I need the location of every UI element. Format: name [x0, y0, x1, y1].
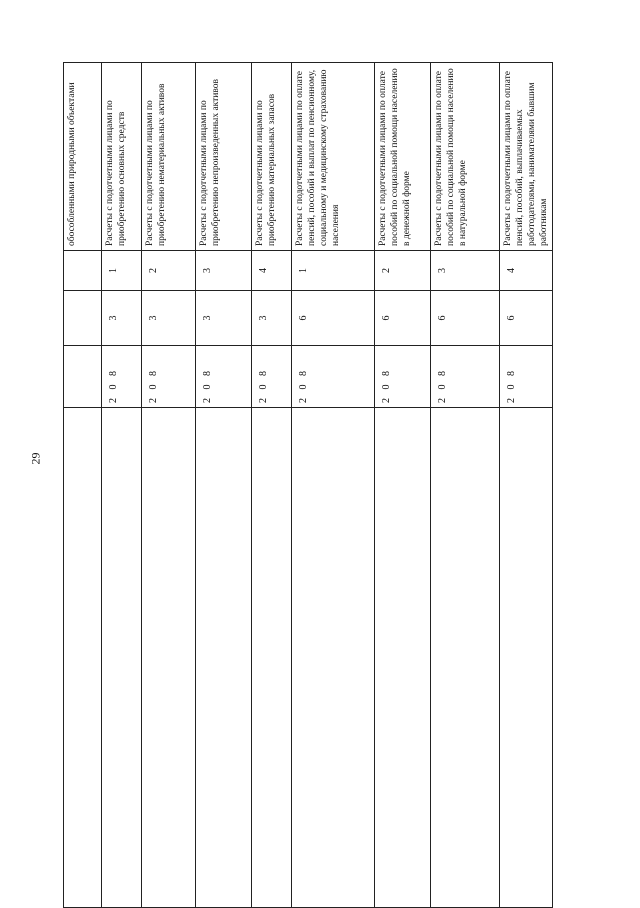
group-cell: 3	[196, 291, 252, 346]
blank-cell	[252, 408, 292, 908]
group-cell: 6	[500, 291, 553, 346]
table-row	[500, 63, 553, 908]
account-code-cell: 2 0 8	[196, 346, 252, 408]
account-name-cell: Расчеты с подотчетными лицами по приобретению основных средств	[102, 63, 142, 251]
account-name-cell: Расчеты с подотчетными лицами по оплате пособий по социальной помощи населению в денежной форме	[375, 63, 431, 251]
page-number: 29	[28, 452, 43, 464]
group-cell	[64, 291, 102, 346]
subgroup-cell: 3	[196, 251, 252, 291]
blank-cell	[375, 408, 431, 908]
account-code-cell: 2 0 8	[142, 346, 196, 408]
account-name-cell: обособленными природными объектами	[64, 63, 102, 251]
account-name-cell: Расчеты с подотчетными лицами по оплате пенсий, пособий и выплат по пенсионному, социальному и медицинскому страхованию населения	[292, 63, 375, 251]
subgroup-cell: 4	[500, 251, 553, 291]
account-name-cell: Расчеты с подотчетными лицами по приобретению непроизведенных активов	[196, 63, 252, 251]
accounts-table-grid	[63, 62, 553, 908]
account-name-cell: Расчеты с подотчетными лицами по оплате пособий по социальной помощи населению в натуральной форме	[431, 63, 500, 251]
subgroup-cell: 1	[292, 251, 375, 291]
table-row	[142, 63, 196, 908]
table-row	[292, 63, 375, 908]
group-cell: 6	[431, 291, 500, 346]
accounts-table	[63, 63, 549, 908]
account-code-cell	[64, 346, 102, 408]
group-cell: 6	[375, 291, 431, 346]
subgroup-cell: 4	[252, 251, 292, 291]
account-code-cell: 2 0 8	[375, 346, 431, 408]
blank-cell	[102, 408, 142, 908]
account-code-cell: 2 0 8	[431, 346, 500, 408]
subgroup-cell: 1	[102, 251, 142, 291]
account-code-cell: 2 0 8	[102, 346, 142, 408]
group-cell: 3	[252, 291, 292, 346]
blank-cell	[292, 408, 375, 908]
account-code-cell: 2 0 8	[292, 346, 375, 408]
blank-cell	[64, 408, 102, 908]
blank-cell	[196, 408, 252, 908]
subgroup-cell: 2	[375, 251, 431, 291]
group-cell: 6	[292, 291, 375, 346]
table-row	[64, 63, 102, 908]
subgroup-cell	[64, 251, 102, 291]
table-row	[252, 63, 292, 908]
subgroup-cell: 3	[431, 251, 500, 291]
subgroup-cell: 2	[142, 251, 196, 291]
account-name-cell: Расчеты с подотчетными лицами по приобретению материальных запасов	[252, 63, 292, 251]
group-cell: 3	[102, 291, 142, 346]
account-code-cell: 2 0 8	[252, 346, 292, 408]
account-name-cell: Расчеты с подотчетными лицами по оплате пенсий, пособий, выплачиваемых работодателями, нанимателями бывшим работникам	[500, 63, 553, 251]
table-row	[375, 63, 431, 908]
table-row	[431, 63, 500, 908]
group-cell: 3	[142, 291, 196, 346]
account-name-cell: Расчеты с подотчетными лицами по приобретению нематериальных активов	[142, 63, 196, 251]
account-code-cell: 2 0 8	[500, 346, 553, 408]
blank-cell	[500, 408, 553, 908]
blank-cell	[142, 408, 196, 908]
blank-cell	[431, 408, 500, 908]
table-row	[102, 63, 142, 908]
table-row	[196, 63, 252, 908]
